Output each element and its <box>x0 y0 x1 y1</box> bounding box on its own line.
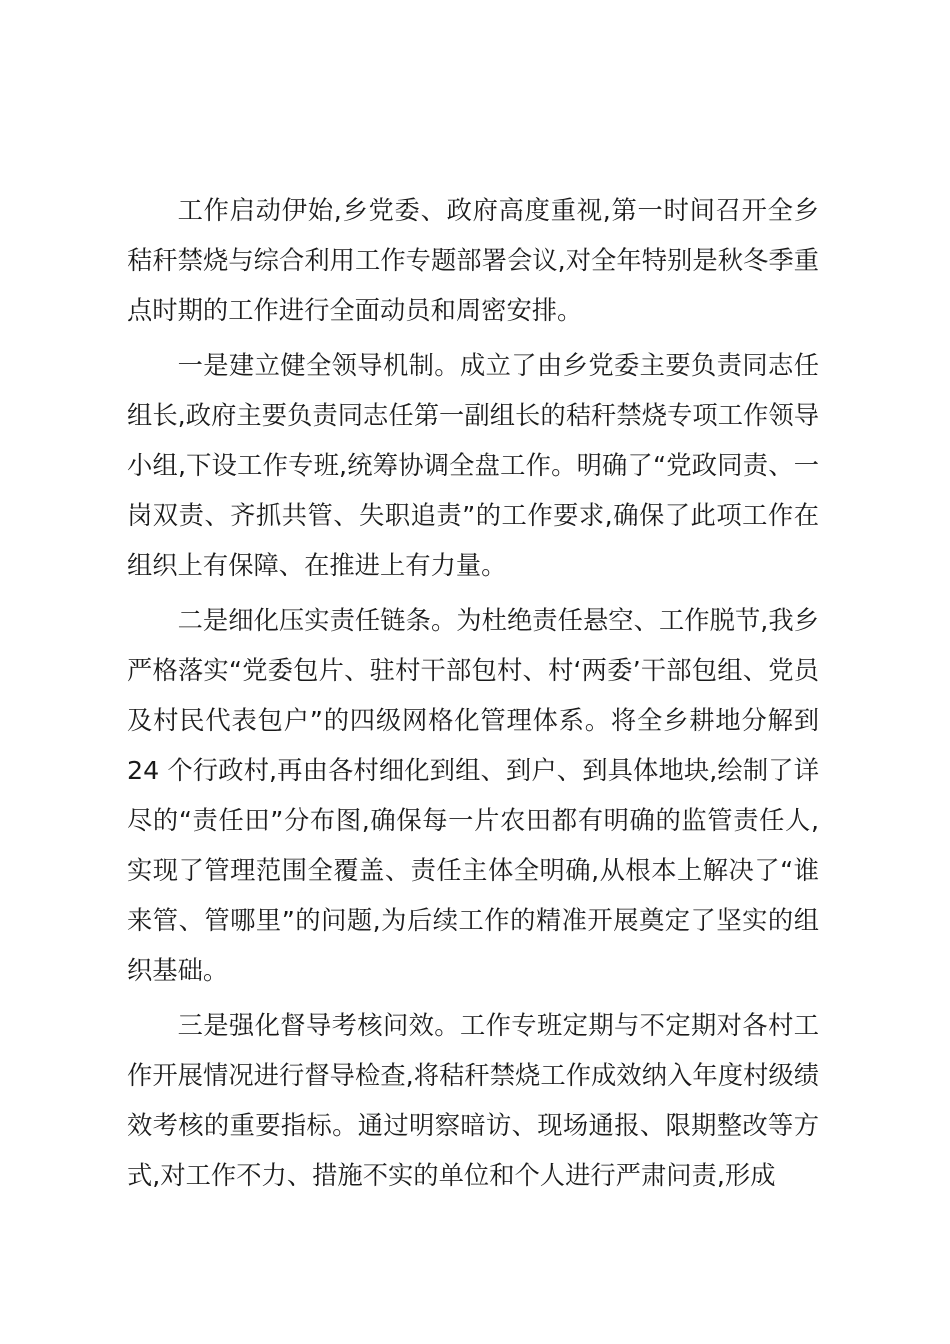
document-body <box>127 186 819 1206</box>
paragraph-intro: 工作启动伊始,乡党委、政府高度重视,第一时间召开全乡秸秆禁烧与综合利用工作专题部署会议,对全年特别是秋冬季重点时期的工作进行全面动员和周密安排。 <box>127 196 819 325</box>
paragraph-responsibility-chain: 二是细化压实责任链条。为杜绝责任悬空、工作脱节,我乡严格落实“党委包片、驻村干部包村、村‘两委’干部包组、党员及村民代表包户”的四级网格化管理体系。将全乡耕地分解到 24 个行政村,再由各村细化到组、到户、到具体地块,绘制了详尽的“责任田”分布图,确保每一片农田都有明确的监管责任人,实现了管理范围全覆盖、责任主体全明确,从根本上解决了“谁来管、管哪里”的问题,为后续工作的精准开展奠定了坚实的组织基础。 <box>127 606 819 985</box>
paragraph-leadership-mechanism: 一是建立健全领导机制。成立了由乡党委主要负责同志任组长,政府主要负责同志任第一副组长的秸秆禁烧专项工作领导小组,下设工作专班,统筹协调全盘工作。明确了“党政同责、一岗双责、齐抓共管、失职追责”的工作要求,确保了此项工作在组织上有保障、在推进上有力量。 <box>127 351 819 580</box>
paragraph-supervision-assessment: 三是强化督导考核问效。工作专班定期与不定期对各村工作开展情况进行督导检查,将秸秆禁烧工作成效纳入年度村级绩效考核的重要指标。通过明察暗访、现场通报、限期整改等方式,对工作不力、措施不实的单位和个人进行严肃问责,形成 <box>127 1011 819 1190</box>
